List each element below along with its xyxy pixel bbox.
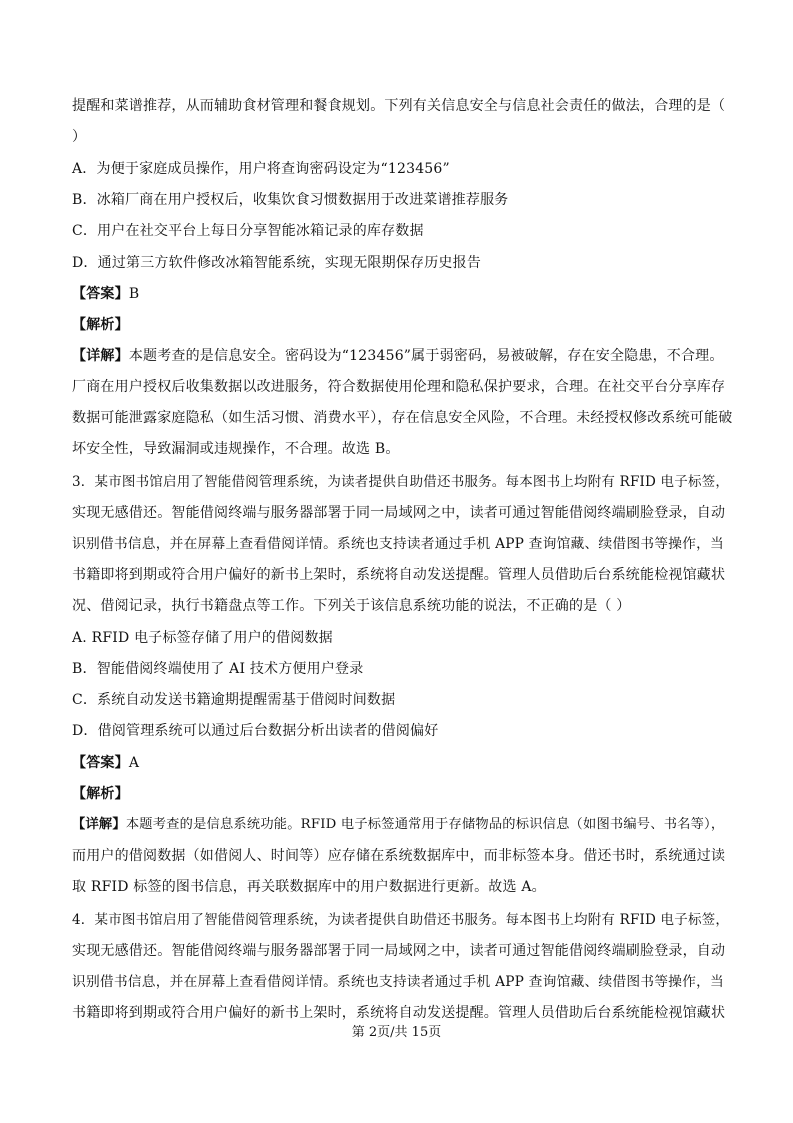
detail-text: 本题考查的是信息系统功能。RFID 电子标签通常用于存储物品的标识信息（如图书编号、书名等），: [125, 817, 725, 832]
q3-option-d: D．借阅管理系统可以通过后台数据分析出读者的借阅偏好: [72, 723, 439, 739]
q2-option-c: C．用户在社交平台上每日分享智能冰箱记录的库存数据: [72, 223, 424, 239]
detail-label: 【详解】: [72, 817, 126, 832]
q4-stem-line-4: 书籍即将到期或符合用户偏好的新书上架时，系统将自动发送提醒。管理人员借助后台系统能检视馆藏状: [72, 1005, 726, 1021]
q3-stem-line-1: 3．某市图书馆启用了智能借阅管理系统，为读者提供自助借还书服务。每本图书上均附有 RFID 电子标签，: [72, 474, 730, 490]
answer-value: A: [128, 755, 140, 771]
answer-label: 【答案】: [72, 755, 129, 771]
q3-stem-line-4: 书籍即将到期或符合用户偏好的新书上架时，系统将自动发送提醒。管理人员借助后台系统能检视馆藏状: [72, 567, 726, 583]
q3-detail-line-2: 而用户的借阅数据（如借阅人、时间等）应存储在系统数据库中，而非标签本身。借还书时，系统通过读: [72, 848, 726, 864]
q2-detail-line-1: [72, 347, 732, 365]
q3-stem-line-3: 识别借书信息，并在屏幕上查看借阅详情。系统也支持读者通过手机 APP 查询馆藏、续借图书等操作，当: [72, 536, 724, 552]
q3-option-c: C．系统自动发送书籍逾期提醒需基于借阅时间数据: [72, 692, 396, 708]
q3-detail-line-3: 取 RFID 标签的图书信息，再关联数据库中的用户数据进行更新。故选 A。: [72, 879, 546, 895]
detail-text: 本题考查的是信息安全。密码设为“123456”属于弱密码，易被破解，存在安全隐患，不合理。: [128, 348, 724, 364]
q2-stem-line-1: 提醒和菜谱推荐，从而辅助食材管理和餐食规划。下列有关信息安全与信息社会责任的做法，合理的是（: [72, 98, 726, 114]
q3-stem-line-2: 实现无感借还。智能借阅终端与服务器部署于同一局域网之中，读者可通过智能借阅终端刷脸登录，自动: [72, 505, 726, 521]
q3-answer: [72, 754, 732, 772]
q4-stem-line-1: 4．某市图书馆启用了智能借阅管理系统，为读者提供自助借还书服务。每本图书上均附有 RFID 电子标签，: [72, 912, 730, 928]
q2-detail-line-2: 厂商在用户授权后收集数据以改进服务，符合数据使用伦理和隐私保护要求，合理。在社交平台分享库存: [72, 379, 726, 395]
q4-stem-line-3: 识别借书信息，并在屏幕上查看借阅详情。系统也支持读者通过手机 APP 查询馆藏、续借图书等操作，当: [72, 974, 724, 990]
q2-answer: [72, 285, 732, 303]
q3-option-a: A. RFID 电子标签存储了用户的借阅数据: [72, 630, 333, 646]
q2-option-d: D．通过第三方软件修改冰箱智能系统，实现无限期保存历史报告: [72, 255, 482, 271]
answer-label: 【答案】: [72, 286, 129, 302]
q3-stem-line-5: 况、借阅记录，执行书籍盘点等工作。下列关于该信息系统功能的说法，不正确的是（ ）: [72, 598, 631, 614]
q2-detail-line-3: 数据可能泄露家庭隐私（如生活习惯、消费水平），存在信息安全风险，不合理。未经授权修改系统可能破: [72, 410, 733, 426]
answer-value: B: [128, 286, 140, 302]
q3-detail-line-1: [72, 816, 732, 834]
q4-stem-line-2: 实现无感借还。智能借阅终端与服务器部署于同一局域网之中，读者可通过智能借阅终端刷脸登录，自动: [72, 943, 726, 959]
page-footer: 第 2页/共 15页: [351, 1025, 442, 1040]
q2-option-b: B．冰箱厂商在用户授权后，收集饮食习惯数据用于改进菜谱推荐服务: [72, 192, 509, 208]
q2-option-a: A．为便于家庭成员操作，用户将查询密码设定为“123456”: [72, 161, 450, 177]
q2-stem-line-2: ）: [72, 129, 87, 145]
q3-option-b: B．智能借阅终端使用了 AI 技术方便用户登录: [72, 661, 364, 677]
q2-detail-line-4: 坏安全性，导致漏洞或违规操作，不合理。故选 B。: [72, 441, 400, 457]
q2-analysis-label: 【解析】: [72, 317, 129, 333]
detail-label: 【详解】: [72, 348, 129, 364]
q3-analysis-label: 【解析】: [72, 786, 129, 802]
